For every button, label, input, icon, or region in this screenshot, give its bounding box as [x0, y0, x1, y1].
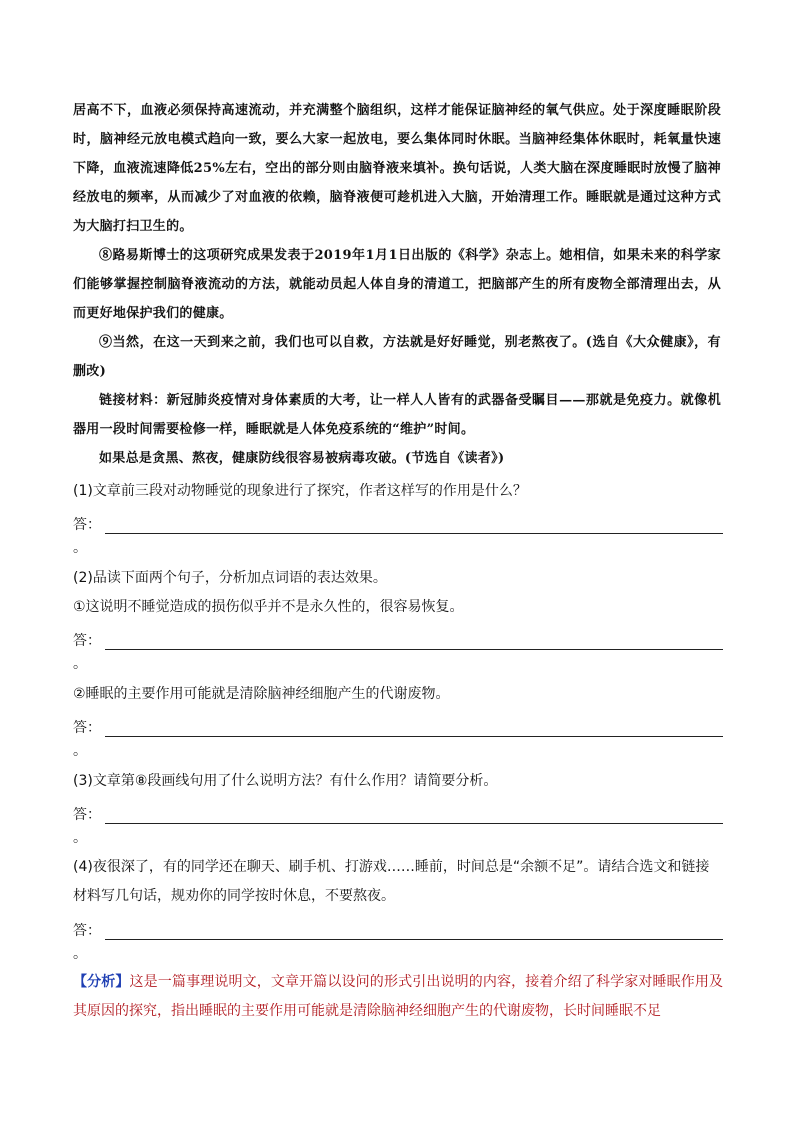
- answer-blank[interactable]: [105, 513, 723, 534]
- analysis-section: [73, 968, 723, 1026]
- analysis-tag: 【分析】: [73, 974, 130, 990]
- answer-label: 答：: [73, 807, 101, 823]
- question-section: [73, 476, 723, 969]
- end-mark: 。: [73, 946, 87, 962]
- passage-paragraph-9: ⑨当然，在这一天到来之前，我们也可以自救，方法就是好好睡觉，别老熬夜了。(选自《大众健康》，有删改): [73, 335, 721, 379]
- question-2: (2)品读下面两个句子，分析加点词语的表达效果。: [73, 569, 387, 586]
- answer-label: 答：: [73, 517, 101, 533]
- link-material: [73, 386, 721, 444]
- answer-line-2b[interactable]: [73, 708, 723, 737]
- answer-line-3[interactable]: [73, 795, 723, 824]
- reading-passage: [73, 96, 721, 473]
- answer-line-1[interactable]: [73, 505, 723, 534]
- answer-line-2a[interactable]: [73, 621, 723, 650]
- answer-label: 答：: [73, 923, 101, 939]
- end-mark: 。: [73, 540, 87, 556]
- answer-blank[interactable]: [105, 629, 723, 650]
- link-material-label: 链接材料: [99, 393, 154, 408]
- passage-paragraph-8: ⑧路易斯博士的这项研究成果发表于2019年1月1日出版的《科学》杂志上。她相信，如果未来的科学家们能够掌握控制脑脊液流动的方法，就能动员起人体自身的清道工，把脑部产生的所有废物全部清理出去，从而更好地保护我们的健康。: [73, 248, 721, 321]
- answer-line-4[interactable]: [73, 911, 723, 940]
- question-4: (4)夜很深了，有的同学还在聊天、刷手机、打游戏……睡前，时间总是“余额不足”。请结合选文和链接材料写几句话，规劝你的同学按时休息，不要熬夜。: [73, 859, 710, 904]
- answer-blank[interactable]: [105, 803, 723, 824]
- question-2-sentence-a: ①这说明不睡觉造成的损伤似乎并不是永久性的，很容易恢复。: [73, 598, 464, 615]
- end-mark: 。: [73, 743, 87, 759]
- end-mark: 。: [73, 656, 87, 672]
- answer-label: 答：: [73, 720, 101, 736]
- answer-blank[interactable]: [105, 919, 723, 940]
- end-mark: 。: [73, 830, 87, 846]
- question-1: (1)文章前三段对动物睡觉的现象进行了探究，作者这样写的作用是什么？: [73, 482, 527, 499]
- question-3: (3)文章第⑧段画线句用了什么说明方法？有什么作用？请简要分析。: [73, 772, 498, 789]
- question-2-sentence-b: ②睡眠的主要作用可能就是清除脑神经细胞产生的代谢废物。: [73, 685, 450, 702]
- link-material-continued: 如果总是贪黑、熬夜，健康防线很容易被病毒攻破。(节选自《读者》): [99, 451, 505, 466]
- answer-blank[interactable]: [105, 716, 723, 737]
- passage-paragraph-continued: 居高不下，血液必须保持高速流动，并充满整个脑组织，这样才能保证脑神经的氧气供应。处于深度睡眠阶段时，脑神经元放电模式趋向一致，要么大家一起放电，要么集体同时休眠。当脑神经集体休眠时，耗氧量快速下降，血液流速降低25%左右，空出的部分则由脑脊液来填补。换句话说，人类大脑在深度睡眠时放慢了脑神经放电的频率，从而减少了对血液的依赖，脑脊液便可趁机进入大脑，开始清理工作。睡眠就是通过这种方式为大脑打扫卫生的。: [73, 103, 721, 234]
- link-material-text: ：新冠肺炎疫情对身体素质的大考，让一样人人皆有的武器备受瞩目——那就是免疫力。就像机器用一段时间需要检修一样，睡眠就是人体免疫系统的“维护”时间。: [73, 393, 722, 437]
- analysis-text: 这是一篇事理说明文，文章开篇以设问的形式引出说明的内容，接着介绍了科学家对睡眠作用及其原因的探究，指出睡眠的主要作用可能就是清除脑神经细胞产生的代谢废物，长时间睡眠不足: [73, 974, 724, 1019]
- answer-label: 答：: [73, 633, 101, 649]
